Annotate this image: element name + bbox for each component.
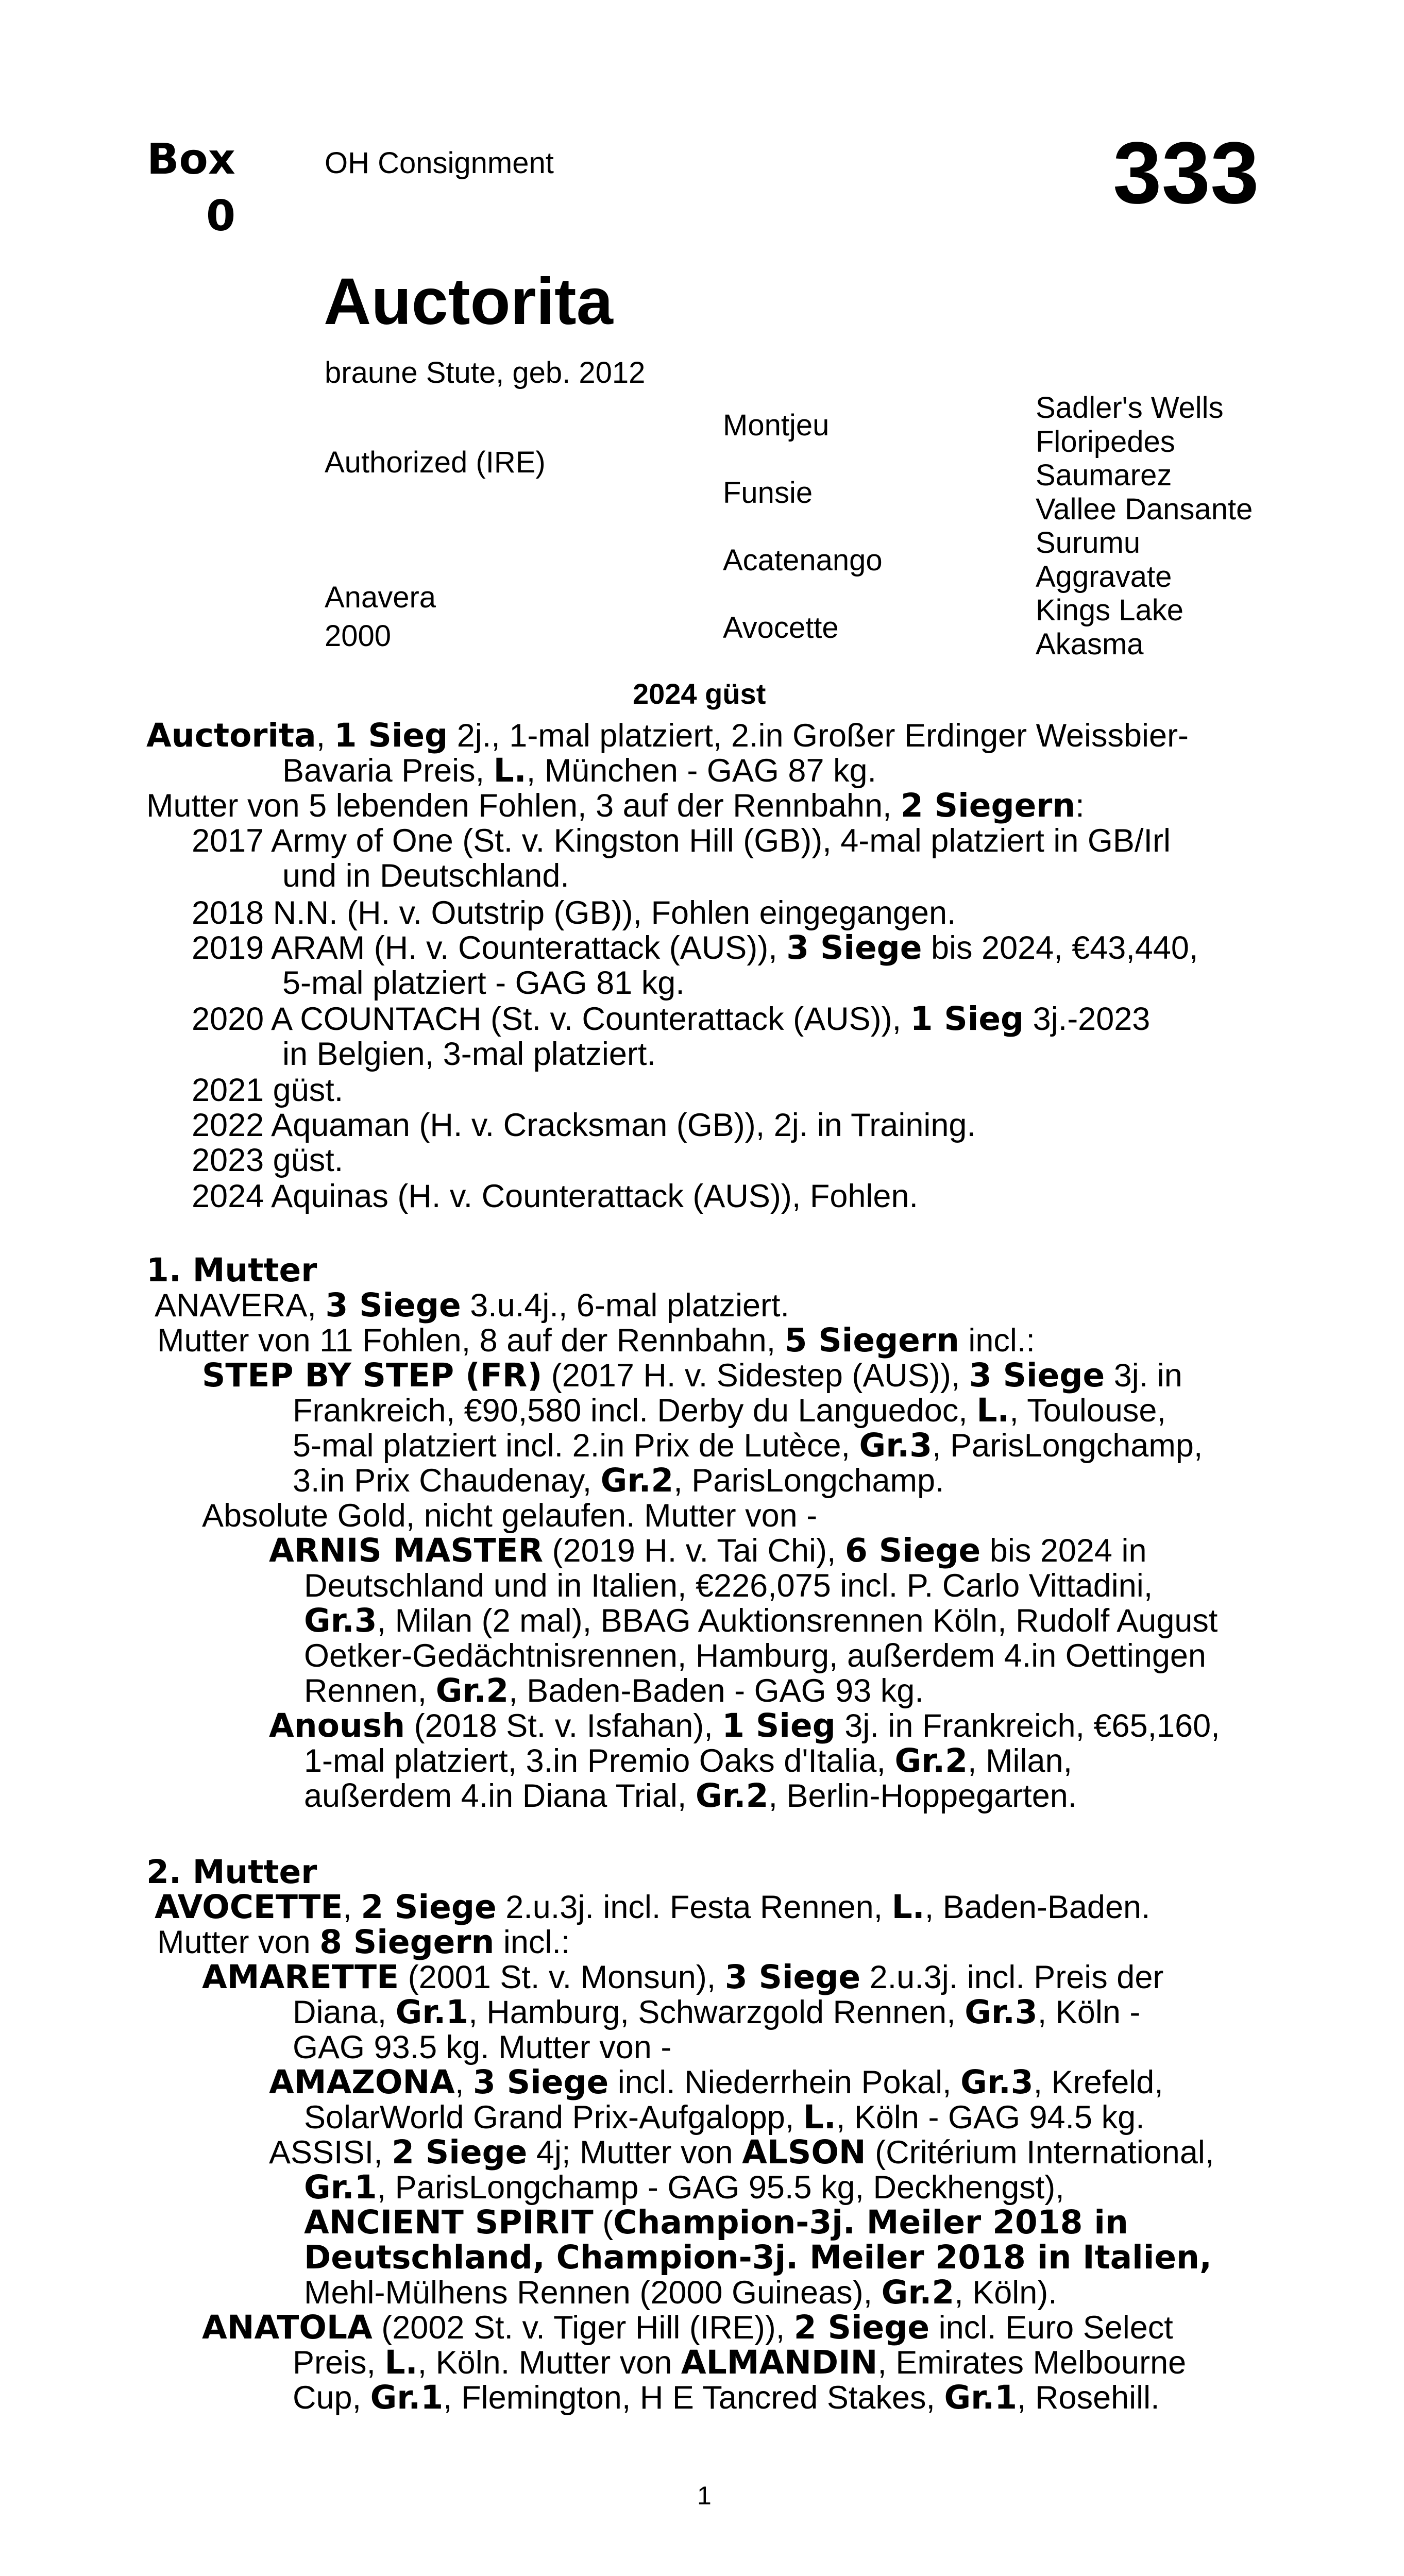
text: 2019 ARAM (H. v. Counterattack (AUS)), <box>192 930 787 966</box>
grade: L. <box>891 1888 925 1926</box>
second-dam-line <box>157 1925 570 1960</box>
pedigree-gen3: Sadler's Wells <box>1036 391 1224 425</box>
first-dam-line <box>202 1358 1182 1393</box>
text: , Toulouse, <box>1009 1393 1166 1429</box>
grade: Gr.2 <box>600 1462 674 1499</box>
text: SolarWorld Grand Prix-Aufgalopp, <box>304 2099 803 2136</box>
produce-line <box>192 930 1198 965</box>
text: 2.u.3j. incl. Preis der <box>860 1959 1164 1995</box>
first-dam-heading: 1. Mutter <box>146 1251 317 1289</box>
page-number: 1 <box>697 2481 712 2510</box>
horse-name-inline: ARNIS MASTER <box>269 1532 544 1569</box>
produce-line: und in Deutschland. <box>282 858 569 894</box>
box-number: 0 <box>206 192 236 241</box>
grade: Gr.3 <box>960 2063 1034 2101</box>
second-dam-line <box>304 2275 1057 2310</box>
first-dam-line <box>269 1533 1147 1568</box>
text: Mehl-Mülhens Rennen (2000 Guineas), <box>304 2275 882 2311</box>
text: incl. Euro Select <box>929 2310 1173 2346</box>
text: , Milan, <box>968 1743 1073 1779</box>
text: ANAVERA, <box>155 1287 326 1324</box>
horse-name: Auctorita <box>324 265 613 338</box>
wins: 3 Siege <box>724 1958 861 1996</box>
text: , Rosehill. <box>1017 2380 1160 2416</box>
text: : <box>1075 788 1085 824</box>
text: Mutter von <box>157 1924 320 1960</box>
text: 3.u.4j., 6-mal platziert. <box>461 1287 789 1324</box>
wins: 2 Siege <box>361 1888 497 1926</box>
record-line <box>146 788 1085 823</box>
text: , ParisLongchamp, <box>932 1428 1203 1464</box>
text: , Köln - GAG 94.5 kg. <box>836 2099 1145 2136</box>
first-dam-line <box>269 1708 1220 1743</box>
text: , Baden-Baden. <box>924 1889 1151 1925</box>
wins: 1 Sieg <box>722 1707 836 1744</box>
text: bis 2024, €43,440, <box>922 930 1198 966</box>
pedigree-gen3: Vallee Dansante <box>1036 493 1253 526</box>
text: , ParisLongchamp - GAG 95.5 kg, Deckhengst), <box>377 2170 1064 2206</box>
first-dam-line <box>304 1673 924 1708</box>
second-dam-line <box>293 2380 1160 2415</box>
pedigree-gen3: Surumu <box>1036 526 1141 560</box>
text: 2020 A COUNTACH (St. v. Counterattack (AUS)), <box>192 1001 910 1037</box>
wins: 1 Sieg <box>910 1000 1024 1038</box>
text: , Flemington, H E Tancred Stakes, <box>443 2380 944 2416</box>
produce-line: 2023 güst. <box>192 1142 344 1178</box>
produce-line: in Belgien, 3-mal platziert. <box>282 1036 656 1072</box>
grade: Gr.3 <box>859 1427 933 1464</box>
horse-name-inline: AVOCETTE <box>155 1888 343 1926</box>
text: Rennen, <box>304 1673 436 1709</box>
wins: 1 Sieg <box>334 717 448 754</box>
status-line: 2024 güst <box>633 677 766 710</box>
wins: 3 Siege <box>969 1357 1105 1394</box>
second-dam-line <box>202 2310 1173 2345</box>
text: 3j.-2023 <box>1024 1001 1151 1037</box>
horse-name-inline: ANATOLA <box>202 2309 373 2346</box>
first-dam-line <box>293 1463 944 1498</box>
pedigree-gen3: Kings Lake <box>1036 594 1183 627</box>
text: 3.in Prix Chaudenay, <box>293 1463 601 1499</box>
wins: 2 Siege <box>392 2133 528 2171</box>
text: 5-mal platziert incl. 2.in Prix de Lutèce, <box>293 1428 859 1464</box>
record-line <box>282 753 876 788</box>
wins: 6 Siege <box>844 1532 981 1569</box>
first-dam-line <box>304 1743 1072 1778</box>
horse-name-inline: AMAZONA <box>269 2063 455 2101</box>
first-dam-line <box>157 1323 1035 1358</box>
pedigree-gen2: Avocette <box>723 611 839 645</box>
text: (2001 St. v. Monsun), <box>399 1959 725 1995</box>
text: 2.u.3j. incl. Festa Rennen, <box>496 1889 892 1925</box>
text: , <box>343 1889 361 1925</box>
text: , Emirates Melbourne <box>877 2345 1187 2381</box>
horse-name-inline: Anoush <box>269 1707 405 1744</box>
text: , <box>454 2064 473 2100</box>
grade: L. <box>493 752 527 789</box>
text: (Critérium International, <box>866 2134 1214 2171</box>
second-dam-line <box>304 2205 1128 2240</box>
text: , Krefeld, <box>1033 2064 1163 2100</box>
text: Cup, <box>293 2380 370 2416</box>
pedigree-gen2: Funsie <box>723 476 813 510</box>
grade: Gr.1 <box>304 2168 377 2206</box>
box-label: Box <box>147 135 235 184</box>
wins: 3 Siege <box>472 2063 609 2101</box>
grade: L. <box>976 1392 1010 1429</box>
produce-line: 2021 güst. <box>192 1072 344 1108</box>
horse-name-inline: ANCIENT SPIRIT <box>304 2204 594 2241</box>
consignor: OH Consignment <box>325 146 554 180</box>
text: , Baden-Baden - GAG 93 kg. <box>509 1673 924 1709</box>
wins: 3 Siege <box>786 929 922 967</box>
pedigree-dam: Anavera <box>325 581 436 614</box>
second-dam-line <box>304 2100 1145 2135</box>
second-dam-line <box>304 2170 1064 2205</box>
text: , Köln - <box>1037 1994 1141 2030</box>
text: 1-mal platziert, 3.in Premio Oaks d'Italia, <box>304 1743 895 1779</box>
text: 3j. in <box>1105 1358 1182 1394</box>
first-dam-line: Absolute Gold, nicht gelaufen. Mutter von - <box>202 1498 818 1534</box>
pedigree-gen3: Floripedes <box>1036 425 1175 459</box>
lot-number: 333 <box>1113 124 1259 222</box>
second-dam-line <box>155 1890 1151 1925</box>
produce-line: 2022 Aquaman (H. v. Cracksman (GB)), 2j. in Training. <box>192 1107 976 1143</box>
second-dam-line <box>293 2345 1186 2380</box>
grade: L. <box>803 2098 836 2136</box>
winners: 2 Siegern <box>901 787 1076 824</box>
grade: Gr.2 <box>695 1777 769 1815</box>
text: Diana, <box>293 1994 396 2030</box>
text: 4j; Mutter von <box>527 2134 742 2171</box>
text: (2002 St. v. Tiger Hill (IRE)), <box>372 2310 794 2346</box>
text: außerdem 4.in Diana Trial, <box>304 1778 696 1814</box>
text: incl. Niederrhein Pokal, <box>608 2064 961 2100</box>
produce-line <box>192 1002 1150 1037</box>
second-dam-line: Deutschland, Champion-3j. Meiler 2018 in Italien, <box>304 2239 1212 2276</box>
grade: Gr.2 <box>435 1672 509 1709</box>
text: Frankreich, €90,580 incl. Derby du Languedoc, <box>293 1393 977 1429</box>
text: (2017 H. v. Sidestep (AUS)), <box>542 1358 969 1394</box>
pedigree-gen2: Montjeu <box>723 409 830 442</box>
text: , Milan (2 mal), BBAG Auktionsrennen Köln, Rudolf August <box>377 1603 1218 1639</box>
text: ASSISI, <box>269 2134 392 2171</box>
text: , Köln). <box>954 2275 1057 2311</box>
first-dam-line <box>293 1393 1166 1428</box>
second-dam-line <box>269 2065 1163 2100</box>
grade: Gr.1 <box>395 1993 469 2031</box>
horse-name-inline: AMARETTE <box>202 1958 399 1996</box>
horse-name-inline: STEP BY STEP (FR) <box>202 1357 543 1394</box>
text: incl.: <box>494 1924 570 1960</box>
produce-line: 2024 Aquinas (H. v. Counterattack (AUS)), Fohlen. <box>192 1178 918 1214</box>
pedigree-gen2: Acatenango <box>723 544 883 577</box>
grade: Gr.2 <box>881 2274 955 2311</box>
text: 2j., 1-mal platziert, 2.in Großer Erdinger Weissbier- <box>448 718 1189 754</box>
wins: 3 Siege <box>325 1286 461 1324</box>
text: ( <box>593 2205 614 2241</box>
text: , ParisLongchamp. <box>673 1463 944 1499</box>
text: 3j. in Frankreich, €65,160, <box>835 1708 1220 1744</box>
text: , Berlin-Hoppegarten. <box>768 1778 1077 1814</box>
pedigree-gen3: Saumarez <box>1036 459 1172 492</box>
first-dam-line <box>293 1428 1203 1463</box>
second-dam-heading: 2. Mutter <box>146 1853 317 1891</box>
grade: L. <box>384 2344 418 2381</box>
horse-description: braune Stute, geb. 2012 <box>325 356 646 389</box>
pedigree-dam-year: 2000 <box>325 619 392 653</box>
produce-line: 5-mal platziert - GAG 81 kg. <box>282 965 685 1001</box>
horse-name-inline: ALMANDIN <box>681 2344 878 2381</box>
pedigree-gen3: Akasma <box>1036 628 1144 661</box>
horse-name-inline: Auctorita <box>146 717 316 754</box>
pedigree-sire: Authorized (IRE) <box>325 446 546 479</box>
second-dam-line: GAG 93.5 kg. Mutter von - <box>293 2029 672 2065</box>
first-dam-line <box>155 1288 789 1323</box>
text: bis 2024 in <box>980 1533 1147 1569</box>
wins: 2 Siege <box>793 2309 930 2346</box>
text: Preis, <box>293 2345 385 2381</box>
text: incl.: <box>959 1323 1035 1359</box>
produce-line: 2017 Army of One (St. v. Kingston Hill (GB)), 4-mal platziert in GB/Irl <box>192 823 1171 859</box>
text: (2019 H. v. Tai Chi), <box>543 1533 845 1569</box>
second-dam-line <box>293 1995 1140 2030</box>
text: , München - GAG 87 kg. <box>526 753 877 789</box>
text: Mutter von 11 Fohlen, 8 auf der Rennbahn, <box>157 1323 785 1359</box>
grade: Gr.2 <box>894 1742 968 1780</box>
championship: Champion-3j. Meiler 2018 in <box>613 2204 1128 2241</box>
winners: 8 Siegern <box>319 1923 495 1961</box>
text: , Hamburg, Schwarzgold Rennen, <box>468 1994 965 2030</box>
pedigree-gen3: Aggravate <box>1036 560 1172 594</box>
first-dam-line <box>304 1778 1077 1814</box>
text: , Köln. Mutter von <box>417 2345 681 2381</box>
text: Bavaria Preis, <box>282 753 494 789</box>
text: Mutter von 5 lebenden Fohlen, 3 auf der Rennbahn, <box>146 788 901 824</box>
record-line <box>146 718 1189 753</box>
first-dam-line: Deutschland und in Italien, €226,075 incl. P. Carlo Vittadini, <box>304 1568 1153 1604</box>
grade: Gr.1 <box>944 2379 1018 2416</box>
text: , <box>316 718 334 754</box>
grade: Gr.3 <box>304 1602 377 1639</box>
first-dam-line <box>304 1603 1217 1638</box>
horse-name-inline: ALSON <box>742 2133 866 2171</box>
second-dam-line <box>202 1960 1163 1995</box>
text: (2018 St. v. Isfahan), <box>405 1708 722 1744</box>
first-dam-line: Oetker-Gedächtnisrennen, Hamburg, außerdem 4.in Oettingen <box>304 1638 1206 1674</box>
grade: Gr.3 <box>965 1993 1038 2031</box>
winners: 5 Siegern <box>784 1321 959 1359</box>
produce-line: 2018 N.N. (H. v. Outstrip (GB)), Fohlen eingegangen. <box>192 895 956 931</box>
second-dam-line <box>269 2135 1214 2170</box>
grade: Gr.1 <box>370 2379 444 2416</box>
